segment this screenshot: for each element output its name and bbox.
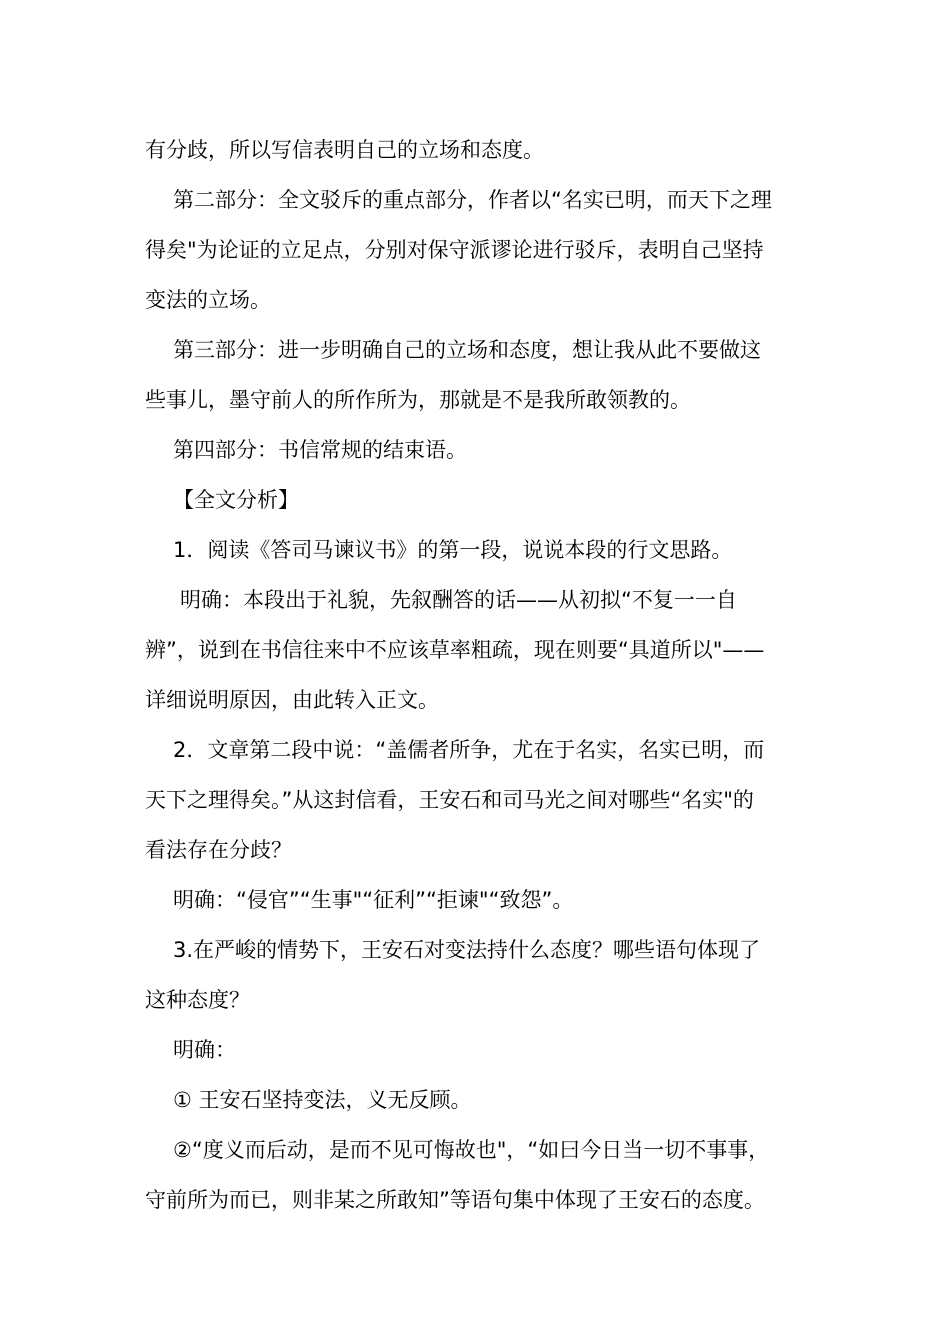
- text-line: 些事儿，墨守前人的所作所为，那就是不是我所敢领教的。: [145, 388, 691, 412]
- text-line: 守前所为而已，则非某之所敢知”等语句集中体现了王安石的态度。: [145, 1188, 765, 1212]
- text-line: 有分歧，所以写信表明自己的立场和态度。: [145, 138, 544, 162]
- text-line: 变法的立场。: [145, 288, 271, 312]
- text-line: 辨”，说到在书信往来中不应该草率粗疏，现在则要“具道所以"——: [145, 638, 765, 662]
- text-line: 看法存在分歧？: [145, 838, 292, 862]
- answer-3-point-2: ②“度义而后动，是而不见可悔故也"，“如曰今日当一切不事事，: [173, 1138, 770, 1162]
- answer-1: 明确：本段出于礼貌，先叙酬答的话——从初拟“不复一一自: [180, 588, 737, 612]
- text-line: 天下之理得矣。”从这封信看，王安石和司马光之间对哪些“名实"的: [145, 788, 754, 812]
- question-2: 2．文章第二段中说：“盖儒者所争，尤在于名实，名实已明，而: [173, 738, 765, 762]
- text-line: 这种态度？: [145, 988, 250, 1012]
- text-line: 第四部分：书信常规的结束语。: [173, 438, 467, 462]
- answer-3-point-1: ① 王安石坚持变法，义无反顾。: [173, 1088, 472, 1112]
- answer-3-label: 明确：: [173, 1038, 236, 1062]
- answer-2: 明确：“侵官”“生事"“征利”“拒谏"“致怨”。: [173, 888, 574, 912]
- section-heading: 【全文分析】: [173, 488, 299, 512]
- question-1: 1．阅读《答司马谏议书》的第一段，说说本段的行文思路。: [173, 538, 733, 562]
- text-line: 得矣"为论证的立足点，分别对保守派谬论进行驳斥，表明自己坚持: [145, 238, 764, 262]
- question-3: 3.在严峻的情势下，王安石对变法持什么态度？哪些语句体现了: [173, 938, 761, 962]
- text-line: 第三部分：进一步明确自己的立场和态度，想让我从此不要做这: [173, 338, 761, 362]
- text-line: 详细说明原因，由此转入正文。: [145, 688, 439, 712]
- text-line: 第二部分：全文驳斥的重点部分，作者以“名实已明，而天下之理: [173, 188, 772, 212]
